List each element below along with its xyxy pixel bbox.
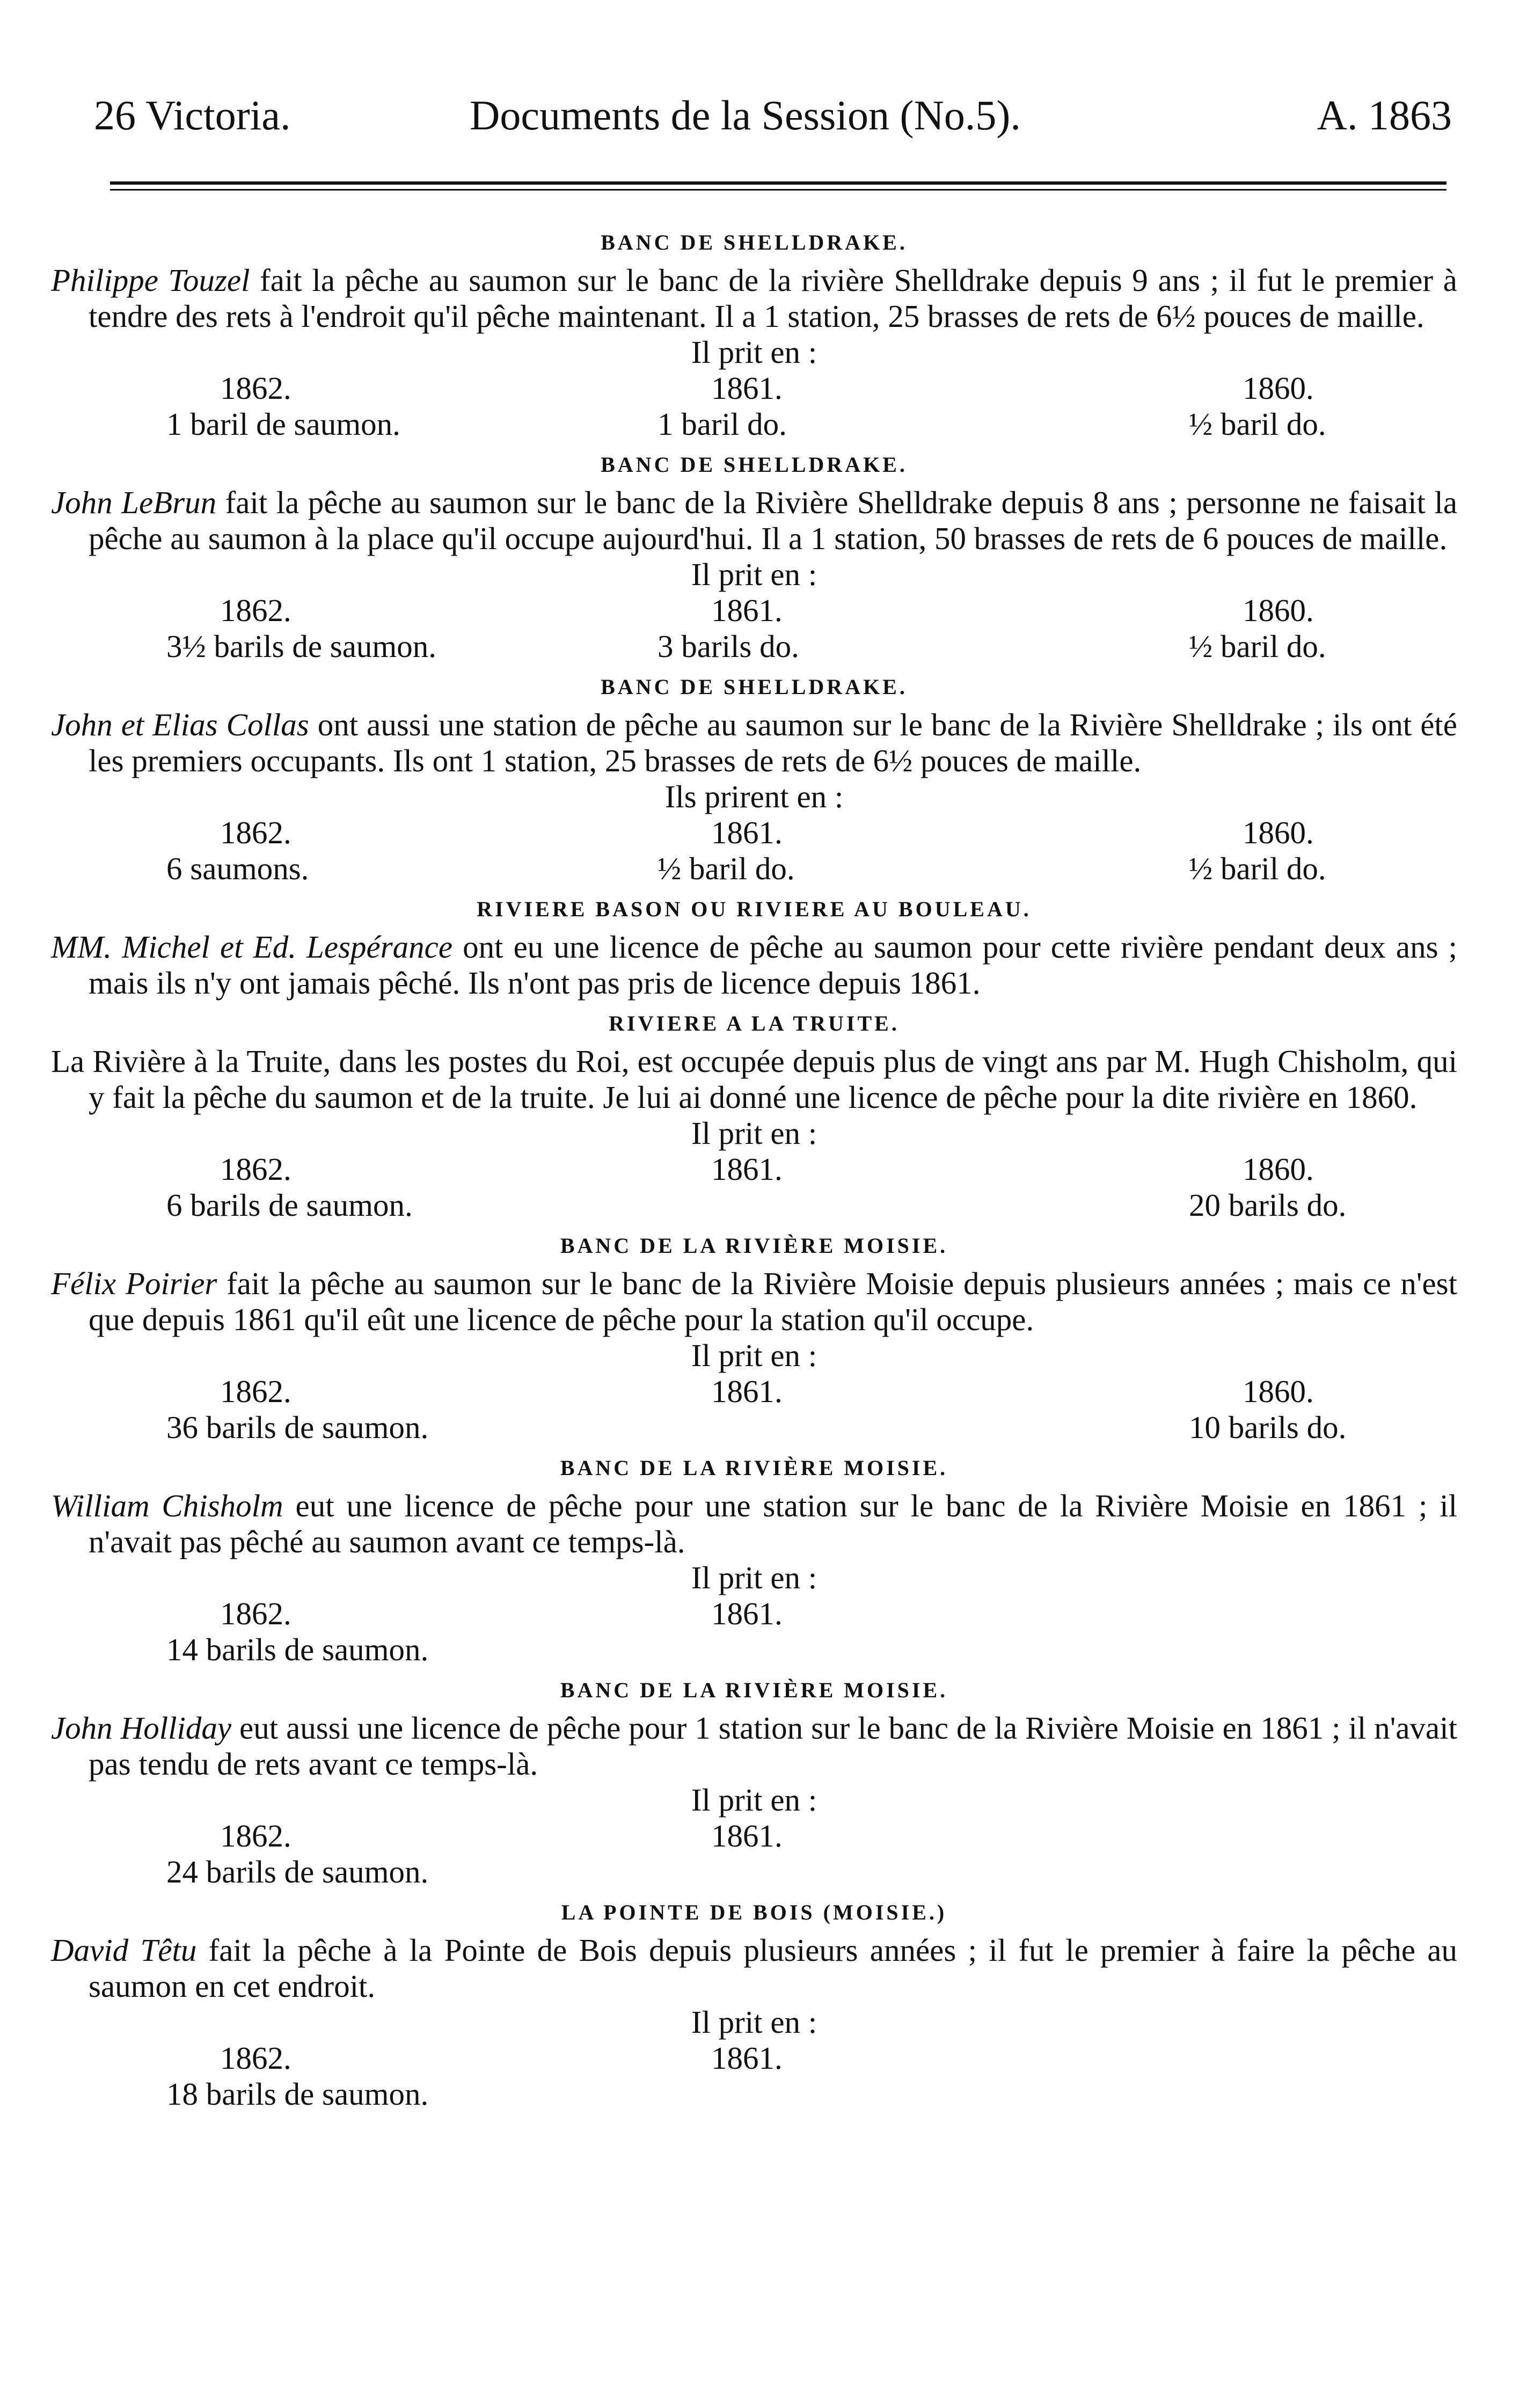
section: [51, 224, 1457, 442]
year-cell: 1861.: [711, 2040, 783, 2076]
paragraph-text: fait la pêche au saumon sur le banc de la Rivière Moisie depuis plusieurs années ; mais ce n'est que depuis 1861 qu'il eût une licence de pêche pour la station qu'il occupe.: [89, 1266, 1457, 1337]
section-paragraph: [51, 485, 1457, 557]
year-cell: 1862.: [220, 593, 291, 628]
catch-row: [51, 851, 1457, 887]
paragraph-text: La Rivière à la Truite, dans les postes du Roi, est occupée depuis plus de vingt ans par M. Hugh Chisholm, qui y fait la pêche du saumon et de la truite. Je lui ai donné une licence de pêche pour la dite rivière en 1860.: [51, 1044, 1457, 1115]
fisher-name: William Chisholm: [51, 1488, 283, 1523]
year-row: [51, 593, 1457, 629]
fisher-name: MM. Michel et Ed. Lespérance: [51, 929, 453, 965]
section: [51, 669, 1457, 887]
year-cell: 1861.: [711, 370, 783, 406]
catch-cell: 36 barils de saumon.: [166, 1410, 429, 1445]
year-cell: 1860.: [1243, 593, 1314, 628]
section-heading: BANC DE LA RIVIÈRE MOISIE.: [560, 1234, 948, 1258]
catch-row: [51, 629, 1457, 665]
catch-cell: 24 barils de saumon.: [166, 1854, 429, 1889]
catch-cell: ½ baril do.: [1189, 629, 1326, 664]
catch-cell: ½ baril do.: [1189, 851, 1326, 886]
year-cell: 1862.: [220, 370, 291, 406]
fisher-name: John Holliday: [51, 1710, 232, 1746]
catch-cell: 18 barils de saumon.: [166, 2076, 429, 2112]
catch-label: Il prit en :: [691, 1115, 817, 1151]
fisher-name: Félix Poirier: [51, 1266, 217, 1301]
fisher-name: David Têtu: [51, 1932, 197, 1968]
header-rule-thin: [110, 189, 1446, 191]
year-cell: 1862.: [220, 815, 291, 850]
catch-label: Il prit en :: [691, 557, 817, 592]
year-cell: 1862.: [220, 1151, 291, 1187]
paragraph-text: fait la pêche à la Pointe de Bois depuis plusieurs années ; il fut le premier à faire la pêche au saumon en cet endroit.: [89, 1932, 1457, 2004]
header-rule-thick: [110, 181, 1446, 185]
year-row: [51, 815, 1457, 851]
page-header: [94, 91, 1452, 150]
section: [51, 891, 1457, 1001]
catch-row: [51, 1632, 1457, 1668]
section-paragraph: [51, 929, 1457, 1001]
year-cell: 1860.: [1243, 1151, 1314, 1187]
catch-cell: 14 barils de saumon.: [166, 1632, 429, 1667]
catch-row: [51, 1854, 1457, 1890]
document-body: [51, 220, 1457, 2112]
section-paragraph: [51, 262, 1457, 334]
year-cell: 1860.: [1243, 815, 1314, 850]
section: [51, 1005, 1457, 1223]
section-heading: LA POINTE DE BOIS (MOISIE.): [561, 1900, 947, 1924]
year-cell: 1862.: [220, 1596, 291, 1631]
paragraph-text: fait la pêche au saumon sur le banc de la Rivière Shelldrake depuis 8 ans ; personne ne faisait la pêche au saumon à la place qu'il occupe aujourd'hui. Il a 1 station, 50 brasses de rets de 6 pouces de maille.: [89, 485, 1458, 556]
year-cell: 1862.: [220, 1374, 291, 1409]
fisher-name: John LeBrun: [51, 485, 217, 520]
catch-label: Il prit en :: [691, 1782, 817, 1818]
year-row: [51, 370, 1457, 406]
section: [51, 1228, 1457, 1446]
year-cell: 1861.: [711, 1374, 783, 1409]
year-row: [51, 1818, 1457, 1854]
section: [51, 1894, 1457, 2112]
year-cell: 1860.: [1243, 370, 1314, 406]
section-heading: BANC DE SHELLDRAKE.: [601, 675, 908, 699]
paragraph-text: ont eu une licence de pêche au saumon pour cette rivière pendant deux ans ; mais ils n'y ont jamais pêché. Ils n'ont pas pris de licence depuis 1861.: [89, 929, 1458, 1001]
year-cell: 1861.: [711, 1818, 783, 1854]
header-center: Documents de la Session (No.5).: [470, 92, 1021, 138]
year-row: [51, 1374, 1457, 1410]
section: [51, 1672, 1457, 1890]
paragraph-text: fait la pêche au saumon sur le banc de la rivière Shelldrake depuis 9 ans ; il fut le premier à tendre des rets à l'endroit qu'il pêche maintenant. Il a 1 station, 25 brasses de rets de 6½ pouces de maille.: [89, 262, 1457, 334]
catch-cell: ½ baril do.: [657, 851, 795, 886]
section-heading: BANC DE SHELLDRAKE.: [601, 230, 908, 254]
paragraph-text: ont aussi une station de pêche au saumon sur le banc de la Rivière Shelldrake ; ils ont été les premiers occupants. Ils ont 1 station, 25 brasses de rets de 6½ pouces de maille.: [89, 707, 1457, 778]
section-heading: RIVIERE A LA TRUITE.: [609, 1011, 900, 1035]
year-row: [51, 2040, 1457, 2076]
catch-row: [51, 1410, 1457, 1446]
catch-label: Il prit en :: [691, 2004, 817, 2040]
catch-cell: 3 barils do.: [657, 629, 799, 664]
section-heading: BANC DE LA RIVIÈRE MOISIE.: [560, 1456, 948, 1480]
year-row: [51, 1151, 1457, 1187]
catch-row: [51, 406, 1457, 442]
section-paragraph: [51, 1932, 1457, 2004]
header-left: 26 Victoria.: [94, 92, 291, 138]
section-heading: BANC DE LA RIVIÈRE MOISIE.: [560, 1678, 948, 1702]
section: [51, 1450, 1457, 1668]
catch-cell: 1 baril de saumon.: [166, 406, 400, 442]
year-cell: 1861.: [711, 1596, 783, 1631]
year-cell: 1861.: [711, 815, 783, 850]
catch-row: [51, 1187, 1457, 1223]
catch-cell: 20 barils do.: [1189, 1187, 1347, 1223]
paragraph-text: eut une licence de pêche pour une station sur le banc de la Rivière Moisie en 1861 ; il n'avait pas pêché au saumon avant ce temps-là.: [89, 1488, 1457, 1559]
paragraph-text: eut aussi une licence de pêche pour 1 station sur le banc de la Rivière Moisie en 1861 ; il n'avait pas tendu de rets avant ce temps-là.: [89, 1710, 1457, 1782]
section-paragraph: [51, 1266, 1457, 1338]
catch-row: [51, 2076, 1457, 2112]
catch-cell: 3½ barils de saumon.: [166, 629, 437, 664]
header-right: A. 1863: [1317, 92, 1452, 138]
catch-label: Il prit en :: [691, 334, 817, 370]
catch-cell: 6 barils de saumon.: [166, 1187, 413, 1223]
fisher-name: Philippe Touzel: [51, 262, 250, 298]
fisher-name: John et Elias Collas: [51, 707, 309, 742]
section-paragraph: [51, 1488, 1457, 1560]
year-cell: 1862.: [220, 2040, 291, 2076]
catch-cell: 1 baril do.: [657, 406, 787, 442]
year-cell: 1860.: [1243, 1374, 1314, 1409]
section-heading: BANC DE SHELLDRAKE.: [601, 453, 908, 477]
section-heading: RIVIERE BASON OU RIVIERE AU BOULEAU.: [477, 897, 1032, 921]
section-paragraph: [51, 707, 1457, 779]
year-cell: 1861.: [711, 593, 783, 628]
catch-label: Il prit en :: [691, 1338, 817, 1373]
catch-cell: ½ baril do.: [1189, 406, 1326, 442]
catch-label: Il prit en :: [691, 1560, 817, 1595]
year-row: [51, 1596, 1457, 1632]
year-cell: 1861.: [711, 1151, 783, 1187]
catch-cell: 10 barils do.: [1189, 1410, 1347, 1445]
section: [51, 447, 1457, 665]
section-paragraph: [51, 1710, 1457, 1782]
catch-label: Ils prirent en :: [664, 779, 844, 814]
section-paragraph: [51, 1044, 1457, 1115]
catch-cell: 6 saumons.: [166, 851, 309, 886]
year-cell: 1862.: [220, 1818, 291, 1854]
